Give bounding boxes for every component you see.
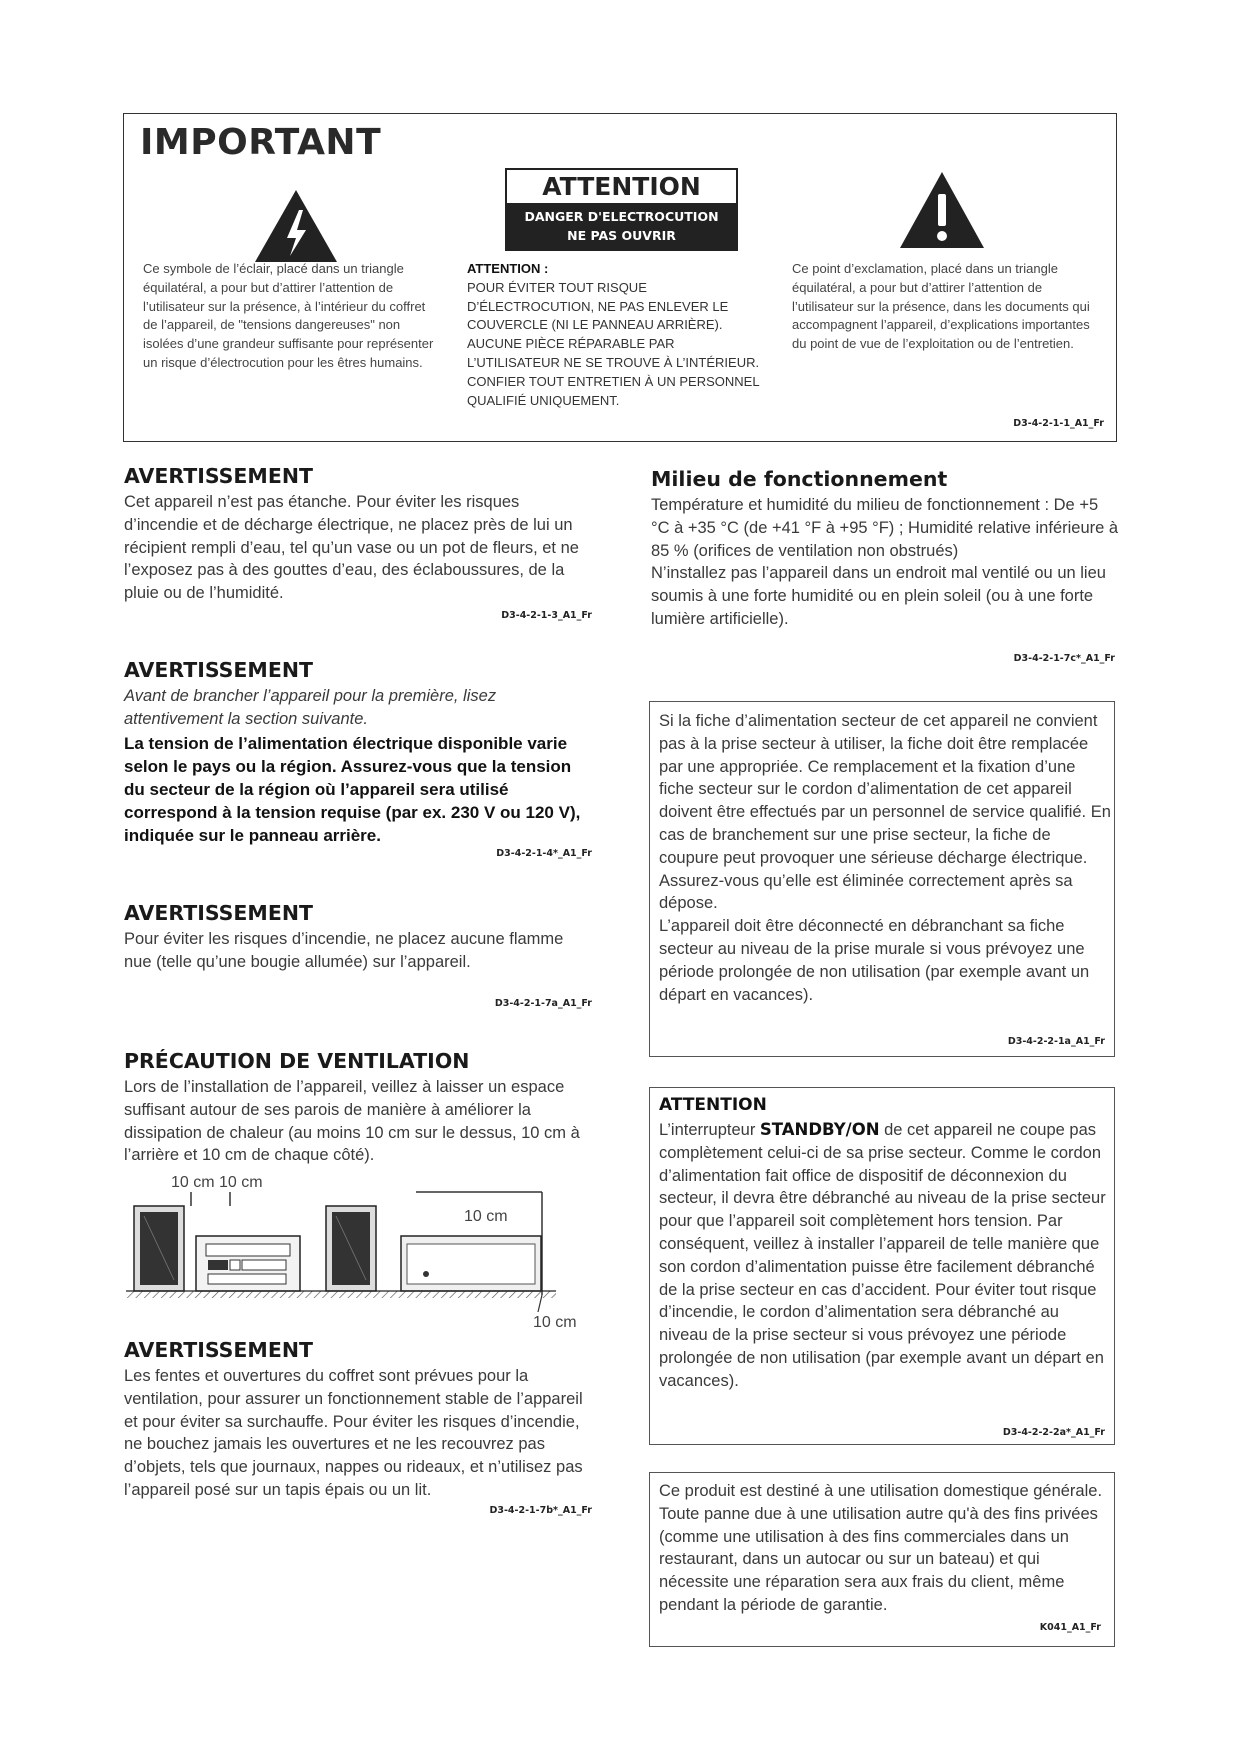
standby-notice-text (659, 1119, 1111, 1393)
diagram-label-rear: 10 cm (464, 1208, 508, 1225)
standby-notice-pre: L’interrupteur (659, 1121, 760, 1139)
environment-title: Milieu de fonctionnement (651, 467, 948, 491)
warning-title-3: AVERTISSEMENT (124, 901, 313, 925)
warning-title-5: AVERTISSEMENT (124, 1338, 313, 1362)
domestic-use-code: K041_A1_Fr (1039, 1622, 1101, 1633)
warning-text-5: Les fentes et ouvertures du coffret sont prévues pour la ventilation, pour assurer un fonctionnement stable de l’appareil et pour éviter sa surchauffe. Pour éviter les risques d’incendie, ne bouchez jamais les ouvertures et ne les recouvrez pas d’objets, tels que journaux, nappes ou rideaux, et n’utilisez pas l’appareil posé sur un tapis épais ou un lit. (124, 1367, 583, 1499)
attention-notice (467, 260, 767, 410)
warning-code-1: D3-4-2-1-3_A1_Fr (501, 610, 592, 621)
exclamation-warning-icon (898, 170, 986, 250)
warning-title-2: AVERTISSEMENT (124, 658, 313, 682)
ventilation-diagram (126, 1180, 586, 1320)
warning-title-1: AVERTISSEMENT (124, 464, 313, 488)
environment-text-2: N’installez pas l’appareil dans un endroit mal ventilé ou un lieu soumis à une forte humidité ou en plein soleil (ou à une forte lumière artificielle). (651, 564, 1106, 628)
attention-notice-heading: ATTENTION : (467, 261, 549, 276)
warning-code-3: D3-4-2-1-7a_A1_Fr (494, 998, 592, 1009)
environment-code: D3-4-2-1-7c*_A1_Fr (1013, 653, 1115, 664)
attention-label-line2: NE PAS OUVRIR (567, 228, 676, 243)
standby-on-label: STANDBY/ON (759, 1120, 880, 1139)
attention-label-line1: DANGER D'ELECTROCUTION (524, 209, 719, 224)
ventilation-text: Lors de l’installation de l’appareil, veillez à laisser un espace suffisant autour de ses parois de manière à améliorer la dissipation de chaleur (au moins 10 cm sur le dessus, 10 cm à l’arrière et 10 cm de chaque côté). (124, 1078, 580, 1165)
warning-text-1: Cet appareil n’est pas étanche. Pour éviter les risques d’incendie et de décharge électrique, ne placez près de lui un récipient rempli d’eau, tel qu’un vase ou un pot de fleurs, et ne l’exposez pas à des gouttes d’eau, des éclaboussures, de la pluie ou de l’humidité. (124, 493, 579, 603)
standby-notice-post: de cet appareil ne coupe pas complètement celui-ci de sa prise secteur. Comme le cordon d’alimentation fait office de dispositif de déconnexion du secteur, il devra être débranché au niveau de la prise secteur pour que l’appareil soit complètement hors tension. Par conséquent, veillez à installer l’appareil de telle manière que son cordon d’alimentation puisse être facilement débranché de la prise secteur en cas d’accident. Pour éviter tout risque d’incendie, le cordon d’alimentation sera débranché au niveau de la prise secteur si vous prévoyez une période prolongée de non utilisation (par exemple avant un départ en vacances). (659, 1121, 1106, 1390)
warning-intro-2: Avant de brancher l’appareil pour la première, lisez attentivement la section suivante. (124, 687, 497, 728)
important-code: D3-4-2-1-1_A1_Fr (1013, 418, 1104, 429)
warning-text-3: Pour éviter les risques d’incendie, ne placez aucune flamme nue (telle qu’une bougie allumée) sur l’appareil. (124, 930, 564, 971)
domestic-use-text: Ce produit est destiné à une utilisation domestique générale. Toute panne due à une utilisation autre qu'à des fins privées (comme une utilisation à des fins commerciales dans un restaurant, dans un autocar ou sur un bateau) et qui nécessite une réparation sera aux frais du client, même pendant la période de garantie. (659, 1482, 1103, 1614)
plug-notice-text-2: L’appareil doit être déconnecté en débranchant sa fiche secteur au niveau de la prise murale si vous prévoyez une période prolongée de non utilisation (par exemple avant un départ en vacances). (659, 917, 1090, 1004)
attention-label (505, 168, 738, 251)
important-title: IMPORTANT (140, 122, 382, 163)
warning-code-5: D3-4-2-1-7b*_A1_Fr (489, 1505, 592, 1516)
plug-notice-text-1: Si la fiche d’alimentation secteur de cet appareil ne convient pas à la prise secteur à utiliser, la fiche doit être remplacée par une appropriée. Ce remplacement et la fixation d’une fiche secteur sur le cordon d’alimentation de cet appareil doivent être effectués par un personnel de service qualifié. En cas de branchement sur une prise secteur, la fiche de coupure peut provoquer une sérieuse décharge électrique. Assurez-vous qu’elle est éliminée correctement après sa dépose. (659, 712, 1111, 913)
environment-text-1: Température et humidité du milieu de fonctionnement : De +5 °C à +35 °C (de +41 °F à +95 °F) ; Humidité relative inférieure à 85 % (orifices de ventilation non obstrués) (651, 496, 1119, 560)
warning-code-2: D3-4-2-1-4*_A1_Fr (496, 848, 592, 859)
plug-notice-text (659, 710, 1111, 1006)
plug-notice-code: D3-4-2-2-1a_A1_Fr (1007, 1036, 1105, 1047)
standby-notice-title: ATTENTION (659, 1095, 767, 1115)
environment-text (651, 494, 1121, 631)
exclamation-explanation: Ce point d’exclamation, placé dans un triangle équilatéral, a pour but d’attirer l’attention de l’utilisateur sur la présence, dans les documents qui accompagnent l’appareil, d’explications importantes du point de vue de l’exploitation ou de l’entretien. (792, 261, 1090, 352)
diagram-label-top: 10 cm 10 cm (171, 1174, 263, 1191)
lightning-warning-icon (253, 188, 339, 264)
attention-label-title: ATTENTION (542, 172, 701, 201)
standby-notice-code: D3-4-2-2-2a*_A1_Fr (1002, 1427, 1105, 1438)
attention-notice-text: POUR ÉVITER TOUT RISQUE D’ÉLECTROCUTION, NE PAS ENLEVER LE COUVERCLE (NI LE PANNEAU ARRIÈRE). AUCUNE PIÈCE RÉPARABLE PAR L’UTILISATEUR NE SE TROUVE À L’INTÉRIEUR. CONFIER TOUT ENTRETIEN À UN PERSONNEL QUALIFIÉ UNIQUEMENT. (467, 279, 760, 408)
attention-label-subtitle (507, 203, 736, 249)
ventilation-title: PRÉCAUTION DE VENTILATION (124, 1049, 470, 1073)
warning-voltage-text: La tension de l’alimentation électrique disponible varie selon le pays ou la région. Assurez-vous que la tension du secteur de la région où l’appareil sera utilisé correspond à la tension requise (par ex. 230 V ou 120 V), indiquée sur le panneau arrière. (124, 734, 581, 845)
diagram-label-side: 10 cm (533, 1314, 577, 1331)
lightning-explanation: Ce symbole de l’éclair, placé dans un triangle équilatéral, a pour but d’attirer l’attention de l’utilisateur sur la présence, à l’intérieur du coffret de l’appareil, de "tensions dangereuses" non isolées d’une grandeur suffisante pour représenter un risque d’électrocution pour les êtres humains. (143, 261, 434, 370)
